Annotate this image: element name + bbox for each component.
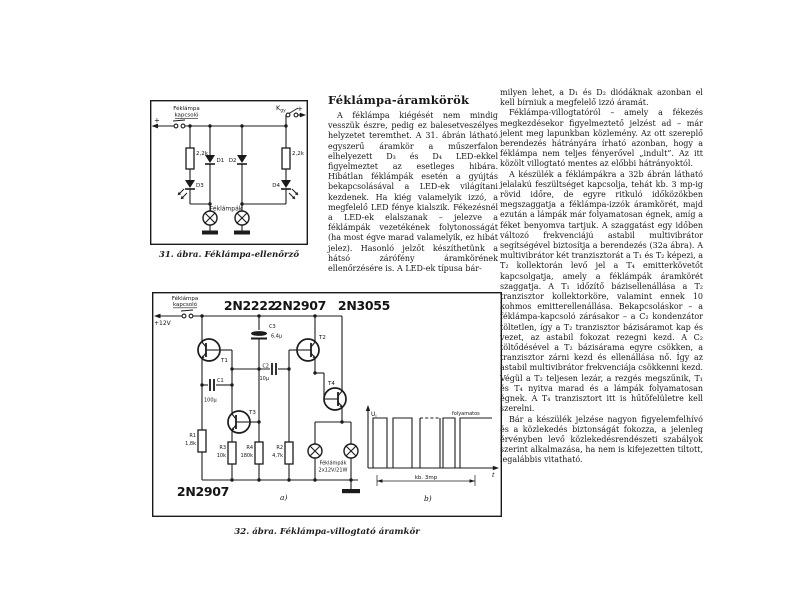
article-title: Féklámpa-áramkörök — [328, 93, 470, 107]
supply-label: +12V — [154, 320, 171, 327]
ignition-switch-label: Kgy — [276, 104, 286, 114]
capacitor-c3-icon — [251, 331, 267, 336]
diode-ref: D3 — [196, 183, 204, 189]
subfigure-a-label: a) — [280, 493, 288, 502]
ground-icon — [234, 231, 250, 235]
resistor-ref: R3 — [219, 445, 226, 451]
capacitor-ref: C3 — [269, 324, 276, 330]
diode-ref: D2 — [228, 158, 237, 164]
resistor-value: 1,8k — [185, 441, 196, 447]
subfigure-b-label: b) — [424, 494, 432, 503]
resistor-r3 — [228, 442, 236, 464]
switch-contact — [174, 124, 178, 128]
capacitor-value: 100μ — [204, 397, 217, 404]
fig32-waveform — [366, 405, 499, 486]
body-paragraph: milyen lehet, a D₁ és D₂ diódáknak azonban el kell bírniuk a megfelelő izzó áramát. — [500, 88, 703, 108]
lamps-rating: 2x12V/21W — [318, 467, 348, 474]
switch-label: kapcsoló — [172, 302, 198, 308]
body-paragraph: A féklámpa kiégését nem mindig vesszük észre, pedig ez balesetveszélyes helyzetet teremthet. A 31. ábrán látható egyszerű áramkör a műszerfalon elhelyezett D₃ és D₄ LED-ekkel figyelmeztet az esetleges hibára. Hibátlan féklámpák esetén a gyújtás bekapcsolásával a LED-ek világítani kezdenek. Ha kiég valamelyik izzó, a megfelelő LED fénye kialszik. Fékezésnél a LED-ek elalszanak – jelezve a féklámpák vezetékének folytonosságát (ha most égve marad valamelyik, ez hibát jelez). Hasonló jelzőt készíthetünk a hátsó zárófény áramkörének ellenőrzésére is. A LED-ek típusa bár- — [328, 111, 498, 274]
transistor-ref: T4 — [328, 381, 335, 387]
resistor-value: 180k — [240, 453, 253, 459]
brake-lamp-icon — [308, 444, 322, 458]
figure-32-schematic — [152, 292, 502, 517]
resistor-r2 — [285, 442, 293, 464]
switch-label: Féklámpa — [173, 106, 200, 112]
body-paragraph: Féklámpa-villogtatóról – amely a fékezés megkezdésekor figyelmeztető jelzést ad – már jelent meg lapunkban közlemény. Az ott szereplő berendezés hátrányára írható azonban, hogy a féklámpa nem teljes fényerővel „indult”. Az itt közölt villogtató mentes az előbbi hátrányoktól. — [500, 108, 703, 169]
transistor-ref: T3 — [249, 410, 256, 416]
switch-label: kapcsoló — [174, 112, 199, 119]
transistor-t3-icon — [228, 411, 250, 433]
switch-contact — [286, 113, 290, 117]
continuous-label: folyamatos — [452, 411, 480, 417]
axis-arrow-right-icon — [493, 466, 499, 470]
led-d3-icon — [185, 180, 195, 189]
plus-terminal-label: + — [297, 105, 303, 113]
capacitor-value: 6,4μ — [271, 333, 283, 340]
dim-arrow-icon — [377, 479, 383, 483]
resistor-value: 4,7k — [272, 453, 283, 459]
resistor-ref: R1 — [189, 433, 196, 439]
transistor-t4-icon — [324, 388, 346, 410]
diode-ref: D1 — [216, 158, 225, 164]
resistor-left — [186, 148, 194, 169]
resistor-ref: R4 — [246, 445, 253, 451]
dim-arrow-icon — [470, 479, 476, 483]
brake-lamp-icon — [235, 211, 249, 225]
switch-label: Féklámpa — [171, 295, 199, 302]
transistor-type: 2N2907 — [273, 298, 327, 313]
plus-terminal-label: + — [154, 116, 160, 125]
switch-contact — [189, 314, 193, 318]
fig31-wires — [151, 101, 308, 245]
resistor-r1 — [198, 430, 206, 452]
capacitor-value: 10μ — [259, 376, 269, 382]
transistor-t1-icon — [198, 339, 220, 361]
transistor-ref: T1 — [221, 358, 228, 364]
resistor-value: 2,2k — [196, 151, 208, 157]
switch-contact — [181, 124, 185, 128]
lamps-label: Féklámpák — [319, 460, 347, 467]
body-paragraph: Bár a készülék jelzése nagyon figyelemfelhívó és a közlekedés biztonságát fokozza, a jelenleg érvényben levő közlekedésrendészeti szabályok szerint alkalmazása, ha nem is kifejezetten tiltott, legalábbis vitatható. — [500, 414, 703, 465]
voltage-axis-label: UL — [371, 411, 378, 419]
led-light-arrow-icon — [181, 193, 187, 199]
duration-label: kb. 3mp — [414, 475, 438, 481]
resistor-ref: R2 — [276, 445, 283, 451]
capacitor-ref: C1 — [217, 378, 224, 384]
body-paragraph: A készülék a féklámpákra a 32b ábrán látható jelalakú feszültséget kapcsolja, tehát kb. 3 mp-ig rövid időre, de egyre ritkuló időközökben megszaggatja a féklámpa-izzók áramkörét, majd ezután a lámpák már folyamatosan égnek, amíg a féket benyomva tartjuk. A szaggatást egy időben változó frekvenciájú astabil multivibrátor segítségével biztosítja a berendezés (32a ábra). A multivibrátor két tranzisztorát a T₁ és T₂ képezi, a T₂ kollektorán levő jel a T₄ emitterkövetőt kapcsolgatja, amely a féklámpák áramkörét szaggatja. A T₁ időzítő bázisellenállása a T₂ tranzisztor kollektorköre, valamint ennek 10 kohmos emitterellenállása. Bekapcsoláskor – a féklámpa-kapcsoló zárásakor – a C₂ kondenzátor töltetlen, így a T₂ tranzisztor bázisáramot kap és vezet, az astabil fokozat rezegni kezd. A C₂ töltődésével a T₂ bázisárama egyre csökken, a tranzisztor zárni kezd és ellenállása nő. Így az astabil multivibrátor frekvenciája csökkenni kezd. Végül a T₂ teljesen lezár, a rezgés megszűnik, T₁ és T₄ nyitva marad és a lámpák folyamatosan égnek. A T₄ tranzisztort itt is hűtőfelületre kell szerelni. — [500, 169, 703, 414]
brake-lamp-icon — [203, 211, 217, 225]
brake-lamp-icon — [344, 444, 358, 458]
led-d4-icon — [281, 180, 291, 189]
ground-icon — [202, 231, 218, 235]
resistor-r4 — [255, 442, 263, 464]
figure-32-caption: 32. ábra. Féklámpa-villogtató áramkör — [234, 527, 420, 537]
fig31-border — [151, 101, 308, 245]
time-axis-label: t — [492, 471, 495, 479]
led-light-arrow-icon — [178, 189, 184, 195]
fig31-symbols — [152, 113, 307, 235]
diode-ref: D4 — [272, 183, 280, 189]
axis-arrow-up-icon — [366, 405, 370, 411]
ground-icon — [342, 489, 360, 493]
transistor-ref: T2 — [319, 335, 326, 341]
transistor-t2-icon — [297, 339, 319, 361]
diode-d2-icon — [237, 155, 247, 164]
junction-dots — [188, 124, 287, 205]
transistor-type: 2N3055 — [337, 298, 391, 313]
switch-contact — [294, 113, 298, 117]
resistor-value: 2,2k — [292, 151, 304, 157]
led-light-arrow-icon — [289, 193, 295, 199]
figure-31-caption: 31. ábra. Féklámpa-ellenőrző — [158, 250, 300, 260]
resistor-value: 10k — [216, 453, 226, 459]
transistor-type: 2N2222 — [223, 298, 277, 313]
capacitor-ref: C2 — [262, 363, 269, 370]
arrow-right-icon — [300, 113, 306, 118]
figure-31-schematic — [150, 100, 308, 245]
lamps-label: Féklámpák — [209, 205, 243, 213]
led-light-arrow-icon — [292, 189, 298, 195]
arrow-left-icon — [154, 314, 161, 319]
text-column-middle — [328, 111, 498, 274]
resistor-right — [282, 148, 290, 169]
transistor-type: 2N2907 — [176, 484, 230, 499]
switch-contact — [182, 314, 186, 318]
text-column-right — [500, 88, 703, 466]
